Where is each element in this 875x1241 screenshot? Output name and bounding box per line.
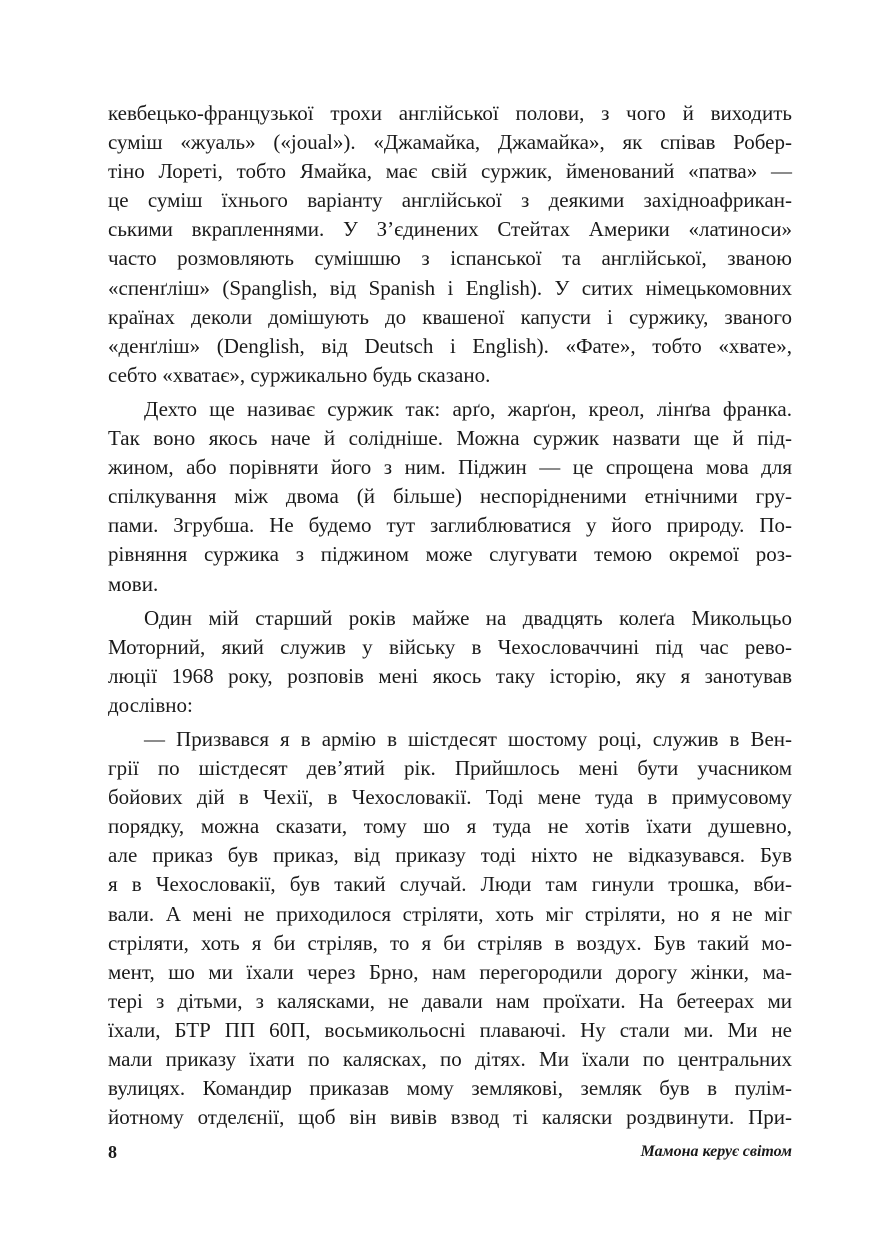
text-line: тіно Лореті, тобто Ямайка, має свій суржик, йменований «патва» — bbox=[108, 159, 792, 184]
text-line: «спенґліш» (Spanglish, від Spanish і English). У ситих німецькомовних bbox=[108, 275, 792, 300]
text-line: але приказ був приказ, від приказу тоді ніхто не відказувався. Був bbox=[108, 843, 792, 868]
text-line: — Призвався я в армію в шістдесят шостому році, служив в Вен- bbox=[144, 726, 792, 751]
text-line: тері з дітьми, з калясками, не давали нам проїхати. На бетеерах ми bbox=[108, 988, 792, 1013]
text-line: рівняння суржика з піджином може слугувати темою окремої роз- bbox=[108, 542, 792, 567]
text-line: країнах деколи домішують до квашеної капусти і суржику, званого bbox=[108, 304, 792, 329]
text-line: пами. Згрубша. Не будемо тут заглиблюватися у його природу. По- bbox=[108, 513, 792, 538]
text-line: кевбецько-французької трохи англійської полови, з чого й виходить bbox=[108, 101, 792, 125]
paragraph bbox=[108, 395, 792, 599]
text-line: я в Чехословакії, був такий случай. Люди там гинули трошка, вби- bbox=[108, 872, 792, 897]
text-line: спілкування між двома (й більше) неспорідненими етнічними гру- bbox=[108, 484, 792, 509]
text-line: це суміш їхнього варіанту англійської з деякими західноафрикан- bbox=[108, 188, 792, 213]
text-line: жином, або порівняти його з ним. Піджин — це спрощена мова для bbox=[108, 455, 792, 480]
text-line: стріляти, хоть я би стріляв, то я би стріляв в воздух. Був такий мо- bbox=[108, 930, 792, 955]
text-line: мент, шо ми їхали через Брно, нам перегородили дорогу жінки, ма- bbox=[108, 959, 792, 984]
text-line: ськими вкрапленнями. У З’єдинених Стейтах Америки «латиноси» bbox=[108, 217, 792, 242]
text-line: мали приказу їхати по калясках, по дітях. Ми їхали по центральних bbox=[108, 1047, 792, 1071]
paragraph bbox=[108, 604, 792, 720]
text-line: Так воно якось наче й солідніше. Можна суржик назвати ще й під- bbox=[108, 426, 792, 451]
text-line: Один мій старший років майже на двадцять колеґа Микольцьо bbox=[144, 605, 792, 630]
text-line: йотному отделєнії, щоб він вивів взвод ті каляски роздвинути. При- bbox=[108, 1105, 792, 1130]
paragraph bbox=[108, 725, 792, 1132]
page-body bbox=[108, 99, 792, 1132]
text-line: дослівно: bbox=[108, 692, 193, 717]
text-line: часто розмовляють сумішшю з іспанської та англійської, званою bbox=[108, 246, 792, 271]
text-line: себто «хватає», суржикально будь сказано. bbox=[108, 362, 491, 387]
text-line: вали. А мені не приходилося стріляти, хоть міг стріляти, но я не міг bbox=[108, 901, 792, 926]
text-line: суміш «жуаль» («joual»). «Джамайка, Джамайка», як співав Робер- bbox=[108, 130, 792, 155]
running-title: Мамона керує світом bbox=[640, 1143, 792, 1160]
text-line: грії по шістдесят дев’ятий рік. Прийшлось мені бути учасником bbox=[108, 756, 792, 781]
text-line: порядку, можна сказати, тому шо я туда не хотів їхати душевно, bbox=[108, 814, 792, 839]
text-line: мови. bbox=[108, 571, 159, 596]
text-line: їхали, БТР ПП 60П, восьмикольосні плаваючі. Ну стали ми. Ми не bbox=[108, 1017, 792, 1042]
text-line: «денґліш» (Denglish, від Deutsch і English). «Фате», тобто «хвате», bbox=[108, 333, 792, 358]
text-line: Дехто ще називає суржик так: арґо, жарґон, креол, лінґва франка. bbox=[144, 396, 792, 421]
text-line: вулицях. Командир приказав мому землякові, земляк був в пулім- bbox=[108, 1076, 792, 1101]
text-line: люції 1968 року, розповів мені якось таку історію, яку я занотував bbox=[108, 663, 792, 688]
paragraph bbox=[108, 99, 792, 390]
text-line: бойових дій в Чехії, в Чехословакії. Тоді мене туда в примусовому bbox=[108, 785, 792, 810]
page-number: 8 bbox=[108, 1142, 117, 1162]
text-line: Моторний, який служив у війську в Чехословаччині під час рево- bbox=[108, 634, 792, 659]
